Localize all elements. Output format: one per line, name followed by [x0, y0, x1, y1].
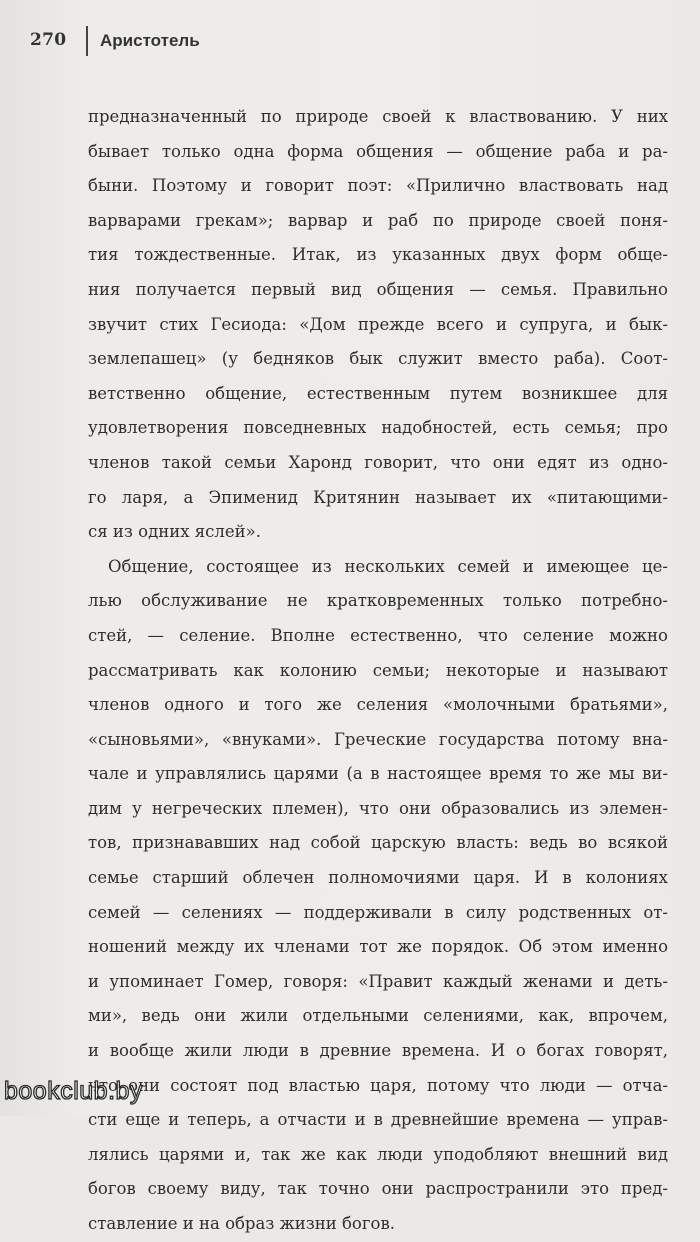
text-line: ния получается первый вид общения — семья. Правильно — [88, 279, 668, 299]
text-line: го ларя, а Эпименид Критянин называет их «питающими- — [88, 487, 668, 507]
text-line: что они состоят под властью царя, потому что люди — отча- — [88, 1075, 668, 1095]
text-line: варварами грекам»; варвар и раб по природе своей поня- — [88, 210, 668, 230]
text-line: богов своему виду, так точно они распространили это пред- — [88, 1179, 668, 1199]
text-line: семей — селениях — поддерживали в силу родственных от- — [88, 902, 668, 922]
text-line: предназначенный по природе своей к властвованию. У них — [88, 107, 668, 126]
text-line: сти еще и теперь, а отчасти и в древнейшие времена — управ- — [88, 1110, 668, 1130]
body-text — [88, 100, 668, 1242]
text-line: семье старший облечен полномочиями царя. И в колониях — [88, 868, 668, 888]
text-line: ми», ведь они жили отдельными селениями, как, впрочем, — [88, 1006, 668, 1026]
text-line: членов такой семьи Харонд говорит, что они едят из одно- — [88, 452, 668, 472]
page-number: 270 — [30, 30, 67, 50]
text-line: ся из одних яслей». — [88, 522, 262, 542]
text-line: тов, признававших над собой царскую власть: ведь во всякой — [88, 833, 668, 853]
running-head — [0, 24, 700, 58]
text-line: чале и управлялись царями (а в настоящее время то же мы ви- — [88, 764, 668, 784]
text-line: лялись царями и, так же как люди уподобляют внешний вид — [88, 1144, 668, 1164]
text-line: рассматривать как колонию семьи; некоторые и называют — [88, 660, 668, 680]
text-line: удовлетворения повседневных надобностей, есть семья; про — [88, 418, 668, 438]
text-line: ношений между их членами тот же порядок. Об этом именно — [88, 937, 668, 957]
header-divider — [86, 26, 88, 56]
text-line: «сыновьями», «внуками». Греческие государства потому вна- — [88, 729, 668, 749]
text-line: ветственно общение, естественным путем возникшее для — [88, 383, 668, 403]
paragraph — [88, 550, 668, 1242]
text-line: тия тождественные. Итак, из указанных двух форм обще- — [88, 245, 668, 265]
text-line: Общение, состоящее из нескольких семей и имеющее це- — [108, 556, 668, 576]
text-line: и упоминает Гомер, говоря: «Правит каждый женами и деть- — [88, 971, 668, 991]
text-line: звучит стих Гесиода: «Дом прежде всего и супруга, и бык- — [88, 314, 668, 334]
text-line: лью обслуживание не кратковременных только потребно- — [88, 591, 668, 611]
text-line: и вообще жили люди в древние времена. И о богах говорят, — [88, 1041, 668, 1061]
text-line: стей, — селение. Вполне естественно, что селение можно — [88, 625, 668, 645]
text-line: бывает только одна форма общения — общение раба и ра- — [88, 141, 668, 161]
text-line: быни. Поэтому и говорит поэт: «Прилично властвовать над — [88, 176, 668, 196]
text-line: ставление и на образ жизни богов. — [88, 1214, 395, 1233]
text-line: дим у негреческих племен), что они образовались из элемен- — [88, 798, 668, 818]
paragraph — [88, 100, 668, 550]
text-line: землепашец» (у бедняков бык служит вместо раба). Соот- — [88, 349, 668, 369]
running-title: Аристотель — [100, 31, 200, 50]
watermark: bookclub.by — [4, 1077, 143, 1105]
text-line: членов одного и того же селения «молочными братьями», — [88, 695, 668, 715]
